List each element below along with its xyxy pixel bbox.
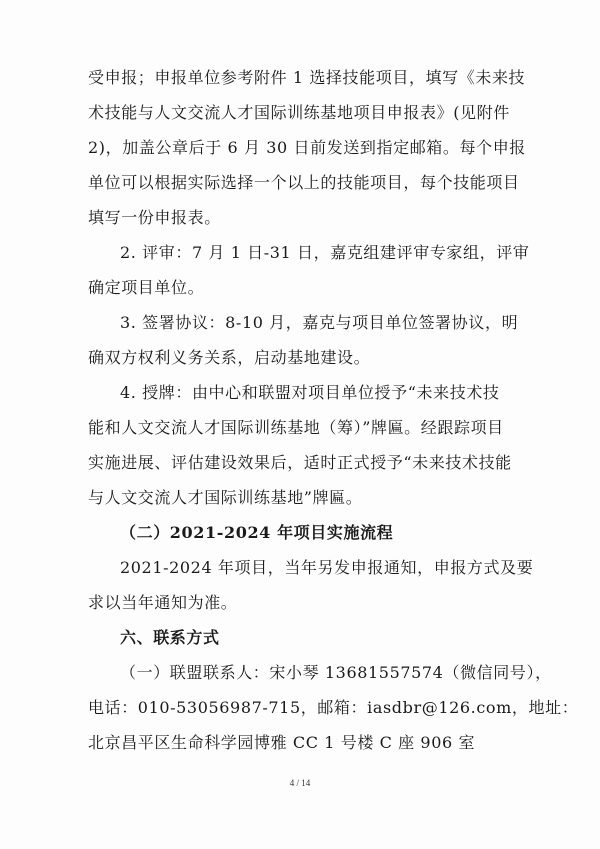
- section-heading: （二）2021-2024 年项目实施流程: [120, 523, 394, 542]
- text-line: 求以当年通知为准。: [88, 593, 238, 612]
- text-line: 2)，加盖公章后于 6 月 30 日前发送到指定邮箱。每个申报: [88, 138, 526, 157]
- text-line: 2. 评审：7 月 1 日-31 日，嘉克组建评审专家组，评审: [120, 243, 530, 262]
- text-line: 北京昌平区生命科学园博雅 CC 1 号楼 C 座 906 室: [88, 733, 476, 752]
- text-line: 实施进展、评估建设效果后，适时正式授予“未来技术技能: [88, 453, 512, 472]
- text-line: 4. 授牌：由中心和联盟对项目单位授予“未来技术技: [120, 383, 500, 402]
- text-line: 填写一份申报表。: [88, 208, 221, 227]
- text-line: 能和人文交流人才国际训练基地（筹）”牌匾。经跟踪项目: [88, 418, 504, 437]
- page-number: 4 / 14: [289, 778, 311, 788]
- text-line: 3. 签署协议：8-10 月，嘉克与项目单位签署协议，明: [120, 313, 519, 332]
- text-line: 电话：010-53056987-715，邮箱：iasdbr@126.com，地址：: [88, 698, 579, 717]
- text-line: （一）联盟联系人：宋小琴 13681557574（微信同号），: [120, 663, 552, 682]
- text-line: 与人文交流人才国际训练基地”牌匾。: [88, 488, 363, 507]
- text-line: 术技能与人文交流人才国际训练基地项目申报表》(见附件: [88, 103, 510, 122]
- section-heading: 六、联系方式: [120, 628, 220, 647]
- text-line: 确双方权利义务关系，启动基地建设。: [88, 348, 371, 367]
- text-line: 2021-2024 年项目，当年另发申报通知，申报方式及要: [120, 558, 534, 577]
- text-line: 单位可以根据实际选择一个以上的技能项目，每个技能项目: [88, 173, 520, 192]
- text-line: 确定项目单位。: [88, 278, 205, 297]
- text-line: 受申报；申报单位参考附件 1 选择技能项目，填写《未来技: [88, 68, 526, 87]
